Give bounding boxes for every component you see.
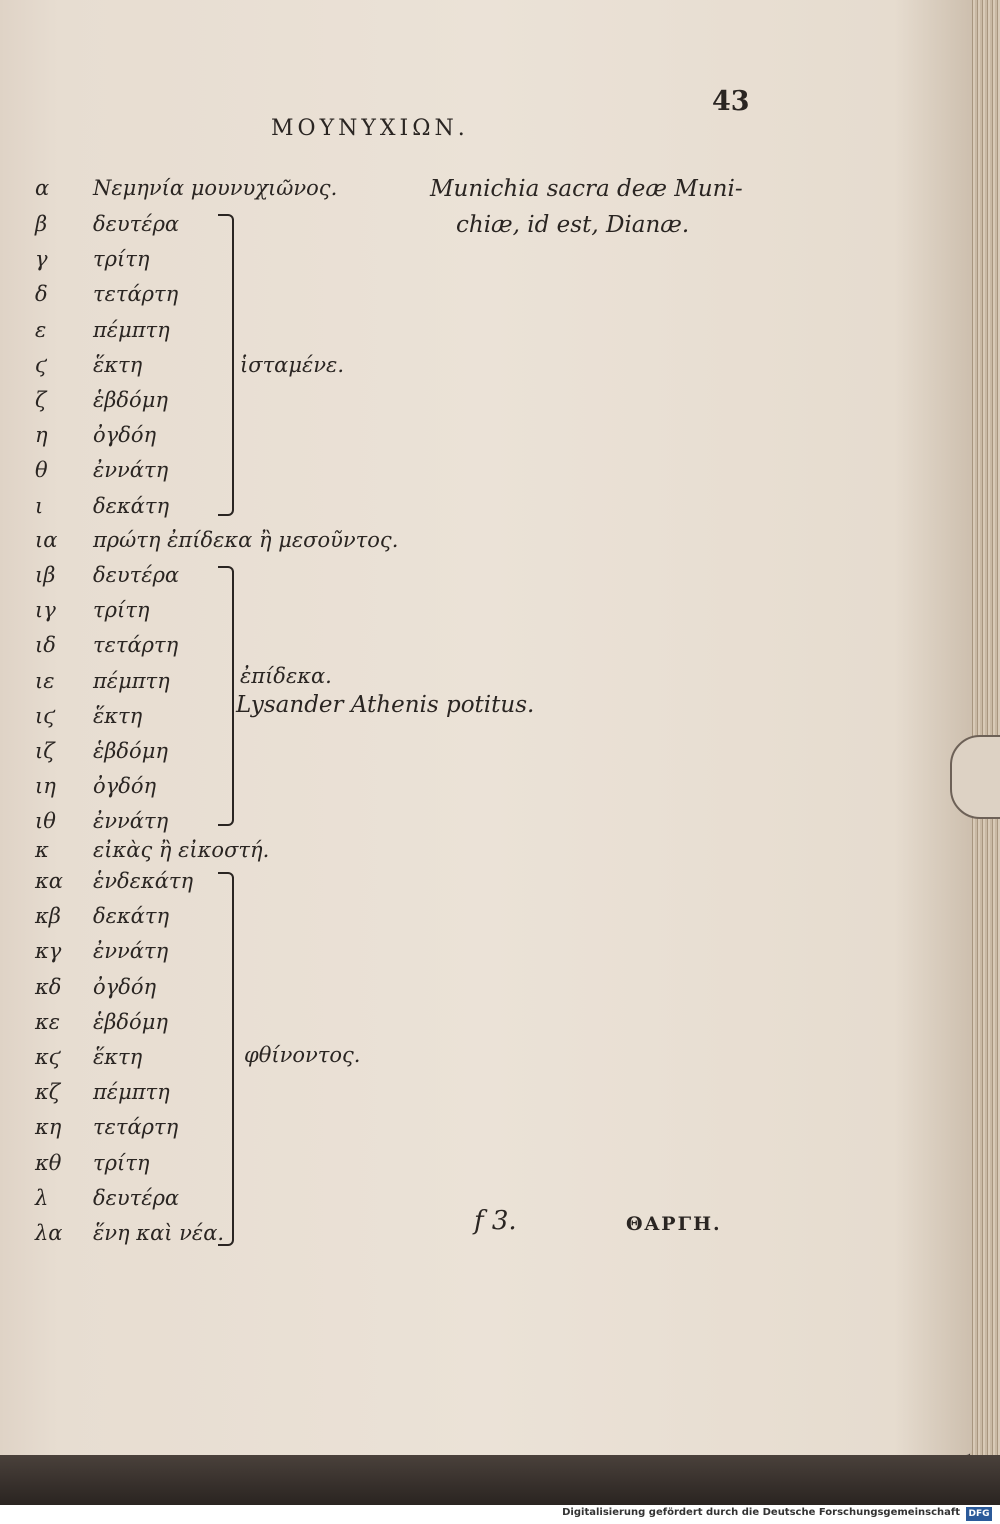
catchword: ΘΑΡΓΗ. — [626, 1213, 722, 1235]
day-number: γ — [35, 247, 48, 272]
day-name: ὀγδόη — [93, 774, 157, 799]
group3-label: φθίνοντος. — [244, 1043, 361, 1067]
calendar-row — [35, 633, 178, 667]
day-number: κ — [35, 838, 49, 862]
day-number: β — [35, 212, 48, 236]
page-heading: ΜΟΥΝΥΧΙΩΝ. — [271, 116, 469, 141]
day-number: κθ — [35, 1150, 62, 1175]
calendar-row — [35, 318, 170, 352]
day-name: ἑβδόμη — [93, 388, 168, 412]
day-number: θ — [35, 458, 48, 483]
day-name: ἐννάτη — [93, 939, 169, 964]
day-name: τρίτη — [93, 1150, 150, 1175]
group2-note: Lysander Athenis potitus. — [236, 692, 535, 718]
calendar-row — [35, 1221, 224, 1255]
day-name: πέμπτη — [93, 668, 170, 693]
calendar-row — [35, 353, 142, 387]
day-name: δευτέρα — [93, 563, 180, 587]
day-name: πρώτη ἐπίδεκα ἢ μεσοῦντος. — [93, 528, 399, 552]
calendar-row — [35, 669, 170, 703]
day-name: ἐννάτη — [93, 809, 169, 834]
day-name: ἑνδεκάτη — [93, 869, 194, 893]
calendar-row — [35, 494, 169, 528]
day-name: δεκάτη — [93, 904, 170, 929]
day-number: ϛ — [35, 352, 47, 377]
day-name: ἑβδόμη — [93, 739, 168, 763]
book-bottom-shadow — [0, 1455, 1000, 1505]
group2-label: ἐπίδεκα. — [240, 664, 332, 688]
calendar-row — [35, 1186, 179, 1220]
calendar-row — [35, 598, 149, 632]
day-number: κα — [35, 869, 63, 893]
day-name: ἐννάτη — [93, 458, 169, 483]
day-number: κβ — [35, 904, 61, 929]
calendar-row — [35, 247, 149, 281]
group1-label: ἱσταμένε. — [240, 353, 344, 377]
day-name: ἕκτη — [93, 352, 143, 377]
calendar-row — [35, 282, 178, 316]
bracket-first-decade — [218, 214, 234, 516]
day-number: κζ — [35, 1080, 61, 1105]
day-name: ἕκτη — [93, 1045, 143, 1069]
day-number: ιϛ — [35, 703, 55, 728]
signature-mark: f 3. — [474, 1206, 517, 1236]
calendar-row — [35, 904, 169, 938]
calendar-row — [35, 563, 179, 597]
day-name: εἰκὰς ἢ εἰκοστή. — [93, 838, 270, 862]
day-name: τετάρτη — [93, 633, 179, 658]
day-number: ιδ — [35, 633, 56, 658]
bracket-third-decade — [218, 872, 234, 1246]
day-number: κγ — [35, 939, 62, 964]
calendar-row — [35, 1010, 168, 1044]
day-number: κϛ — [35, 1045, 61, 1069]
bracket-second-decade — [218, 566, 234, 826]
calendar-row — [35, 1045, 142, 1079]
calendar-row — [35, 423, 156, 457]
day-number: ζ — [35, 388, 47, 412]
calendar-row — [35, 739, 168, 773]
day-name: δευτέρα — [93, 212, 180, 236]
day-name: τρίτη — [93, 247, 150, 272]
day-name: ἑβδόμη — [93, 1009, 168, 1034]
day-name: Νεμηνία μουνυχιῶνος. — [93, 176, 338, 200]
footer-bar — [0, 1505, 1000, 1524]
calendar-row — [35, 939, 168, 973]
calendar-row — [35, 774, 156, 808]
day-number: ιζ — [35, 739, 55, 763]
calendar-row — [35, 869, 193, 903]
day-number: ιθ — [35, 809, 56, 834]
calendar-row — [35, 1115, 178, 1149]
day-number: ιβ — [35, 563, 56, 587]
day-name: ἕκτη — [93, 703, 143, 728]
day-name: τρίτη — [93, 598, 150, 623]
calendar-row — [35, 458, 168, 492]
day-name: πέμπτη — [93, 1080, 170, 1105]
calendar-row — [35, 212, 179, 246]
day-number: η — [35, 423, 48, 448]
day-number: λ — [35, 1185, 49, 1210]
calendar-row — [35, 176, 337, 210]
latin-note-line-1: Munichia sacra deæ Muni- — [430, 176, 743, 202]
day-number: ιε — [35, 668, 55, 693]
latin-note-line-2: chiæ, id est, Dianæ. — [456, 212, 690, 238]
day-number: δ — [35, 282, 48, 307]
dfg-logo: DFG — [966, 1507, 992, 1521]
calendar-row — [35, 1151, 149, 1185]
day-name: ἕνη καὶ νέα. — [93, 1221, 225, 1245]
calendar-row — [35, 528, 398, 562]
day-name: ὀγδόη — [93, 423, 157, 448]
calendar-row — [35, 809, 168, 843]
footer-credit: Digitalisierung gefördert durch die Deutsche Forschungsgemeinschaft — [562, 1507, 960, 1518]
day-number: ε — [35, 317, 47, 342]
day-number: κδ — [35, 974, 62, 999]
page-tab-marker — [950, 735, 1000, 819]
day-number: α — [35, 176, 50, 200]
day-name: ὀγδόη — [93, 974, 157, 999]
day-number: κε — [35, 1009, 61, 1034]
day-number: ιη — [35, 774, 56, 799]
page-number: 43 — [712, 86, 750, 117]
day-number: ι — [35, 493, 44, 518]
day-number: ια — [35, 528, 58, 552]
calendar-row — [35, 704, 142, 738]
calendar-row — [35, 1080, 170, 1114]
day-number: κη — [35, 1115, 62, 1140]
day-name: πέμπτη — [93, 317, 170, 342]
calendar-row — [35, 388, 168, 422]
day-name: τετάρτη — [93, 1115, 179, 1140]
day-name: δευτέρα — [93, 1185, 180, 1210]
day-number: ιγ — [35, 598, 56, 623]
calendar-row — [35, 975, 156, 1009]
day-number: λα — [35, 1221, 63, 1245]
day-name: δεκάτη — [93, 493, 170, 518]
day-name: τετάρτη — [93, 282, 179, 307]
